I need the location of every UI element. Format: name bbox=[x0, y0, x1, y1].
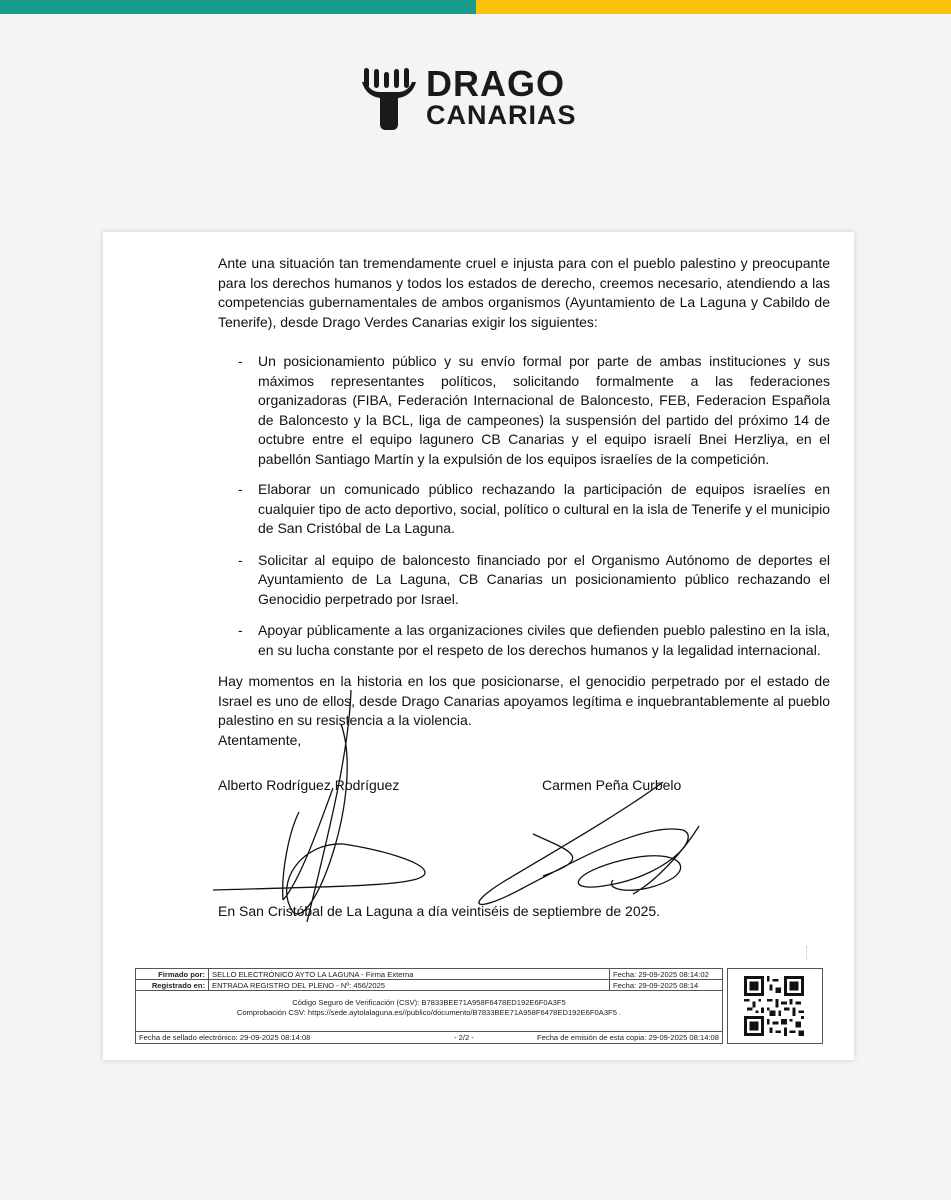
registered-date: Fecha: 29-09-2025 08:14 bbox=[610, 980, 723, 991]
signed-by-label: Firmado por: bbox=[136, 969, 209, 980]
margin-tick bbox=[806, 946, 808, 960]
signature-2 bbox=[479, 782, 699, 904]
closing-paragraph: Hay momentos en la historia en los que posicionarse, el genocidio perpetrado por el estado de Israel es uno de ellos, desde Drago Canarias apoyamos legítima e inquebrantablemente al pueblo palestino en su resistencia a la violencia. bbox=[218, 673, 830, 728]
signers-row bbox=[218, 776, 830, 796]
seal-date: Fecha de sellado electrónico: 29-09-2025 08:14:08 bbox=[139, 1033, 311, 1042]
letter-document bbox=[103, 232, 854, 1060]
top-color-bar bbox=[0, 0, 951, 14]
seal-footer bbox=[135, 1032, 723, 1044]
logo-line-2: CANARIAS bbox=[426, 100, 577, 130]
drago-canarias-logo bbox=[358, 63, 580, 130]
logo-wordmark bbox=[426, 63, 577, 130]
bullet-dash: - bbox=[238, 622, 243, 638]
bullet-text: Elaborar un comunicado público rechazando la participación de equipos israelíes en cualquier tipo de acto deportivo, social, político o cultural en la isla de Tenerife y el municipio de San Cristóbal de La Laguna. bbox=[258, 481, 830, 536]
signed-date: Fecha: 29-09-2025 08:14:02 bbox=[610, 969, 723, 980]
bullet-dash: - bbox=[238, 353, 243, 369]
table-row bbox=[136, 969, 723, 980]
seal-table bbox=[135, 968, 723, 991]
signer-name-2: Carmen Peña Curbelo bbox=[542, 777, 682, 793]
list-item bbox=[218, 352, 830, 469]
table-row bbox=[136, 980, 723, 991]
electronic-seal-box bbox=[135, 968, 823, 1044]
registered-label: Registrado en: bbox=[136, 980, 209, 991]
bullet-text: Apoyar públicamente a las organizaciones civiles que defienden pueblo palestino en la isla, en su lucha constante por el respeto de los derechos humanos y la legalidad internacional. bbox=[258, 622, 830, 658]
list-item bbox=[218, 551, 830, 610]
bullet-dash: - bbox=[238, 481, 243, 497]
salutation: Atentamente, bbox=[218, 731, 302, 748]
registered-value: ENTRADA REGISTRO DEL PLENO - Nº: 456/2025 bbox=[209, 980, 610, 991]
bullet-text: Solicitar al equipo de baloncesto financiado por el Organismo Autónomo de deportes el Ayuntamiento de La Laguna, CB Canarias un posicionamiento público rechazando el Genocidio perpetrado por Israel. bbox=[258, 551, 830, 607]
csv-block bbox=[135, 990, 723, 1032]
csv-check-url[interactable]: Comprobación CSV: https://sede.aytolalaguna.es//publico/documento/B7833BEE71A958F6478ED192E6F0A3F5 . bbox=[236, 1008, 622, 1017]
signer-name-1: Alberto Rodríguez Rodríguez bbox=[218, 777, 400, 793]
drago-tree-icon bbox=[358, 68, 420, 130]
top-bar-yellow bbox=[476, 0, 951, 14]
top-bar-green bbox=[0, 0, 476, 14]
list-item bbox=[218, 621, 830, 660]
logo-line-1: DRAGO bbox=[426, 63, 565, 104]
letter-body bbox=[218, 254, 830, 796]
place-and-date: En San Cristóbal de La Laguna a día veintiséis de septiembre de 2025. bbox=[218, 903, 661, 919]
demands-list bbox=[218, 352, 830, 660]
qr-box bbox=[727, 968, 823, 1044]
list-item bbox=[218, 480, 830, 539]
intro-paragraph: Ante una situación tan tremendamente cruel e injusta para con el pueblo palestino y preocupante para los derechos humanos y todos los estados de derecho, creemos necesario, atendiendo a las competencias gubernamentales de ambos organismos (Ayuntamiento de La Laguna y Cabildo de Tenerife), desde Drago Verdes Canarias exigir los siguientes: bbox=[218, 255, 830, 330]
csv-code: Código Seguro de Verificación (CSV): B7833BEE71A958F6478ED192E6F0A3F5 bbox=[292, 998, 566, 1007]
issue-date: Fecha de emisión de esta copia: 29-09-2025 08:14:08 bbox=[537, 1033, 719, 1042]
bullet-text: Un posicionamiento público y su envío formal por parte de ambas instituciones y sus máximos representantes políticos, solicitando formalmente a las federaciones organizadoras (FIBA, Federación Internacional de Baloncesto, FEB, Federacion Española de Baloncesto y la BCL, liga de campeones) la suspensión del partido del próximo 14 de octubre entre el equipo lagunero CB Canarias y el equipo israelí Bnei Herzliya, en el pabellón Santiago Martín y la expulsión de los equipos israelíes de la competición. bbox=[258, 353, 830, 467]
qr-code-icon bbox=[744, 976, 804, 1036]
page-number: - 2/2 - bbox=[454, 1033, 474, 1042]
bullet-dash: - bbox=[238, 551, 243, 568]
signed-by-value: SELLO ELECTRÓNICO AYTO LA LAGUNA - Firma Externa bbox=[209, 969, 610, 980]
